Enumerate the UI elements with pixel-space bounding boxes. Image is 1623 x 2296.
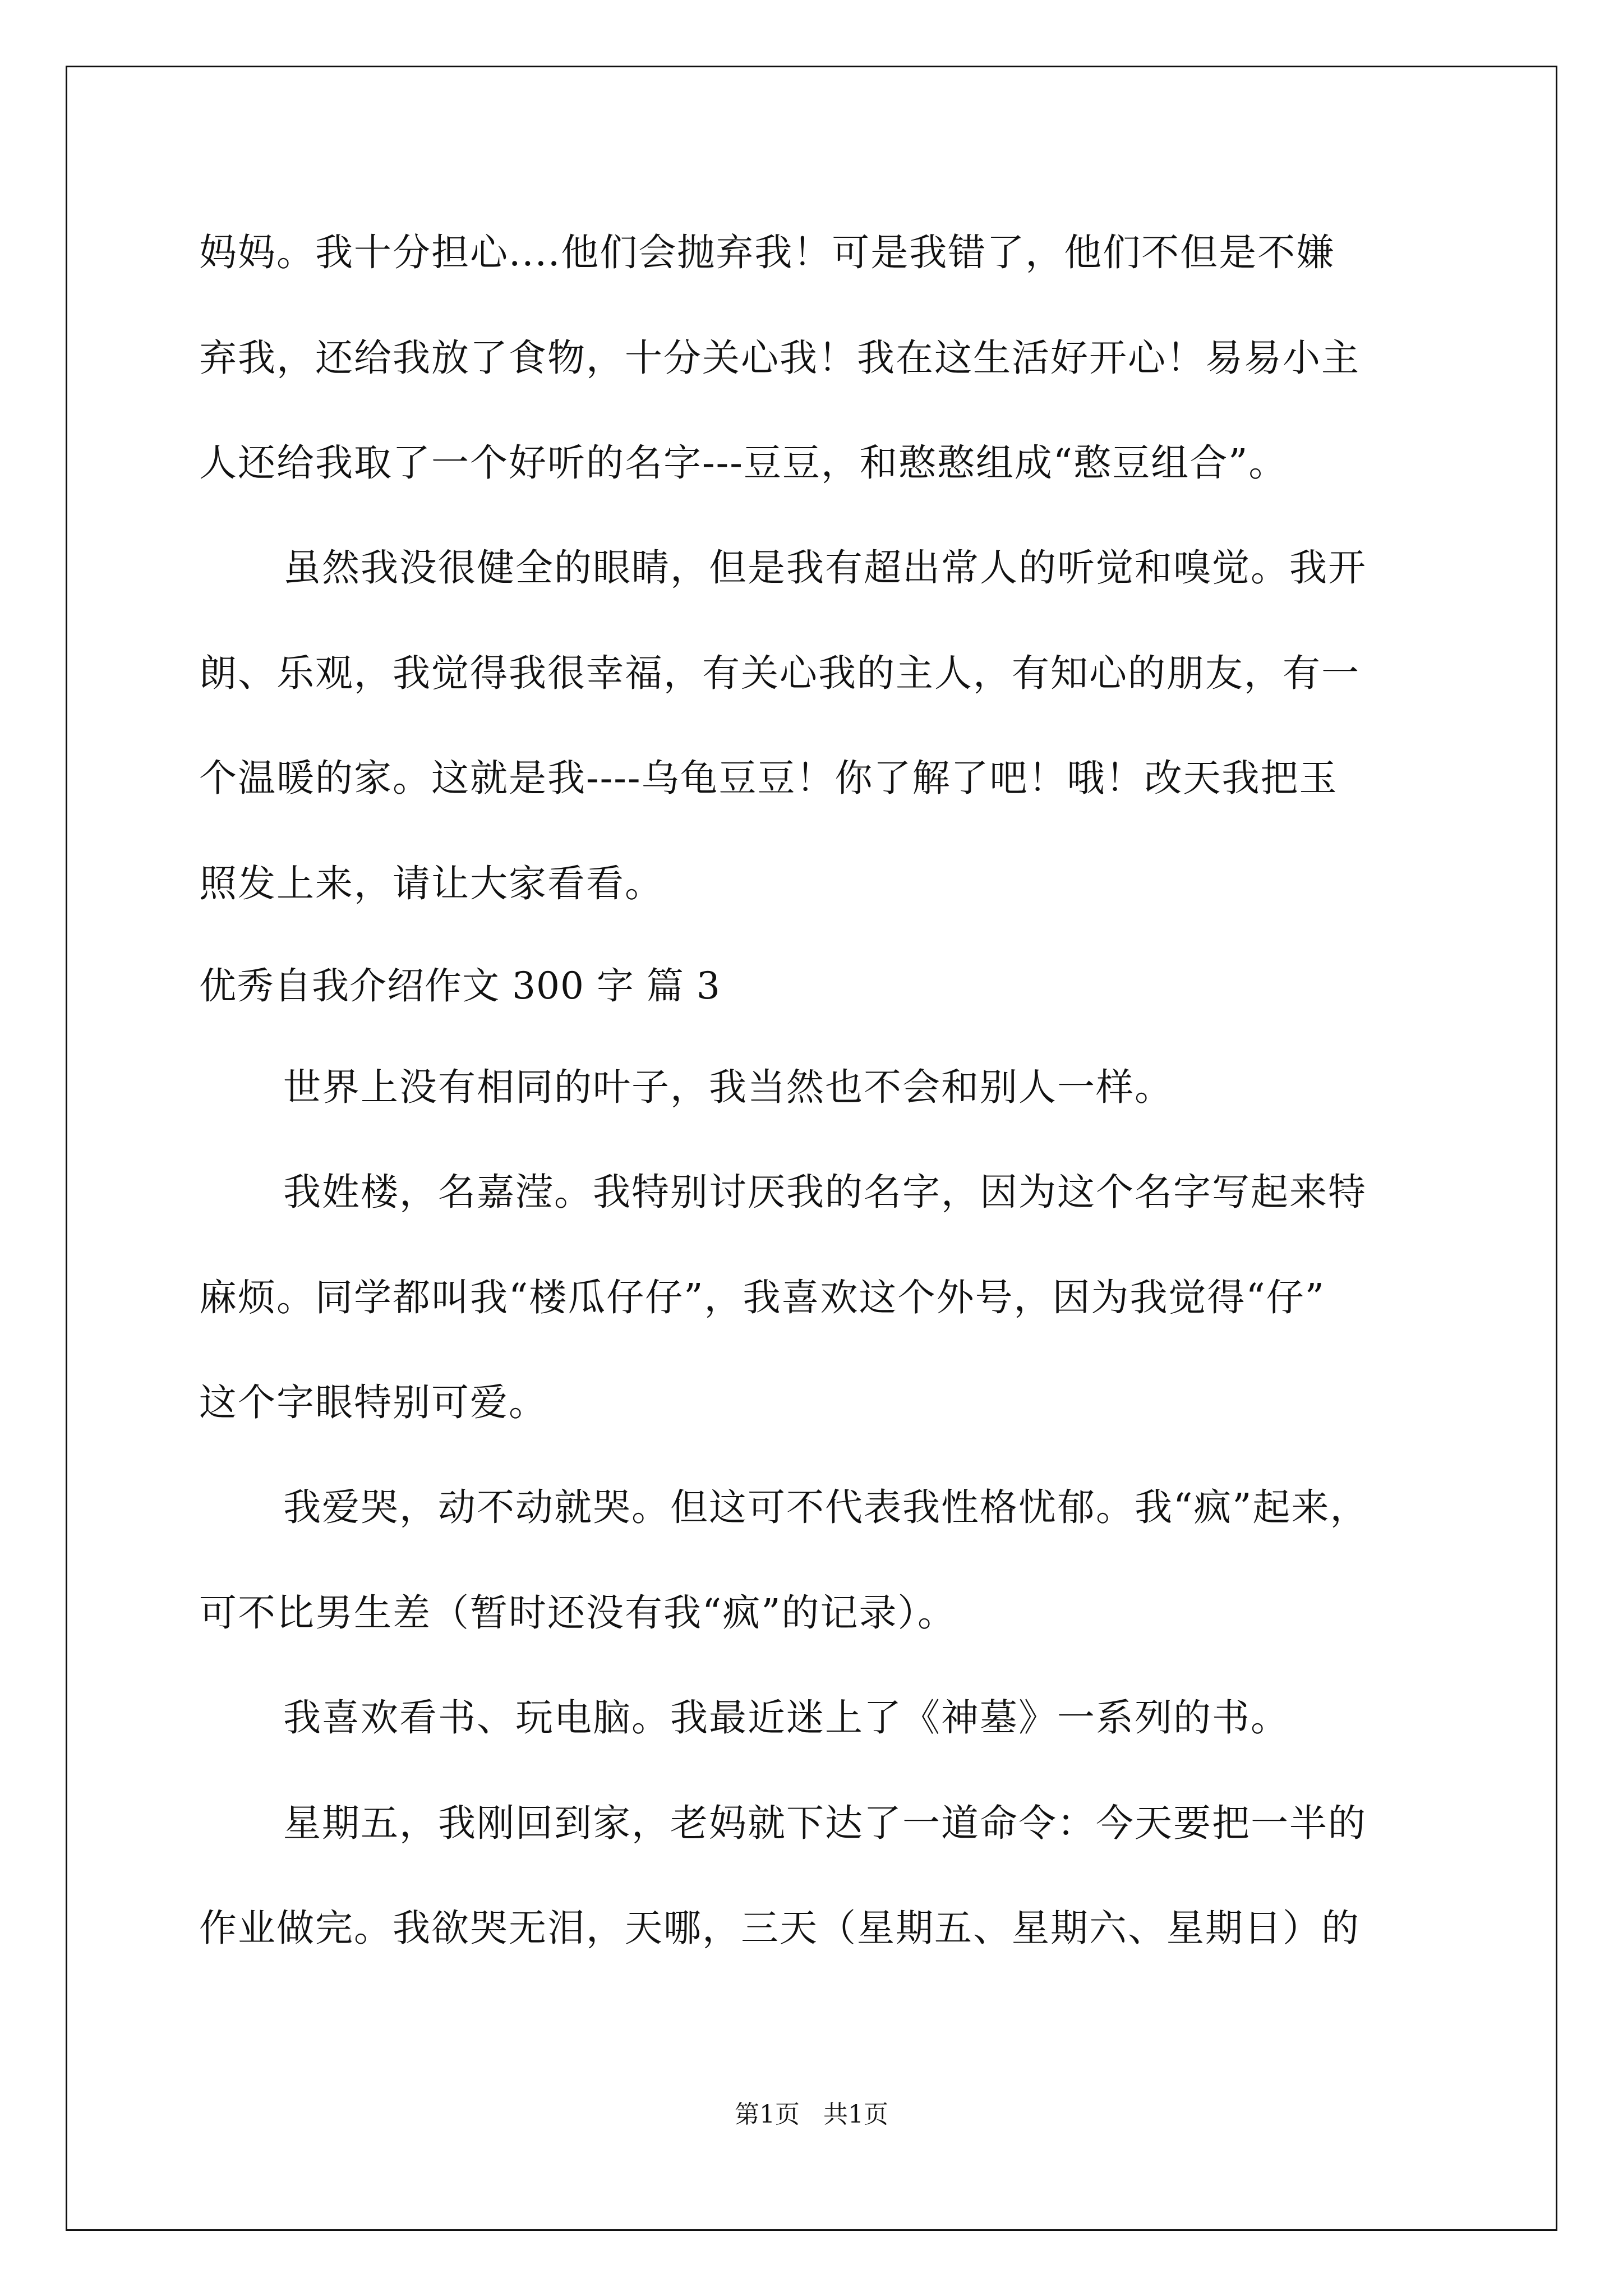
text-line-5: 朗、乐观，我觉得我很幸福，有关心我的主人，有知心的朋友，有一 (199, 651, 1360, 695)
text-line-3: 人还给我取了一个好听的名字---豆豆，和憨憨组成“憨豆组合”。 (199, 441, 1288, 485)
text-line-17: 作业做完。我欲哭无泪，天哪，三天（星期五、星期六、星期日）的 (199, 1906, 1360, 1950)
text-line-13: 我爱哭，动不动就哭。但这可不代表我性格忧郁。我“疯”起来， (283, 1485, 1369, 1529)
text-line-6: 个温暖的家。这就是我----乌龟豆豆！你了解了吧！哦！改天我把玉 (199, 756, 1338, 800)
text-line-10: 我姓楼，名嘉滢。我特别讨厌我的名字，因为这个名字写起来特 (283, 1170, 1367, 1214)
text-line-11: 麻烦。同学都叫我“楼瓜仔仔”，我喜欢这个外号，因为我觉得“仔” (199, 1276, 1326, 1319)
text-line-7: 照发上来，请让大家看看。 (199, 862, 663, 905)
text-line-1: 妈妈。我十分担心....他们会抛弃我！可是我错了，他们不但是不嫌 (199, 231, 1335, 274)
text-line-2: 弃我，还给我放了食物，十分关心我！我在这生活好开心！易易小主 (199, 336, 1360, 380)
text-line-15: 我喜欢看书、玩电脑。我最近迷上了《神墓》一系列的书。 (283, 1696, 1289, 1740)
text-line-14: 可不比男生差（暂时还没有我“疯”的记录）。 (199, 1591, 957, 1635)
page-footer: 第1页 共1页 (735, 2100, 888, 2129)
text-line-16: 星期五，我刚回到家，老妈就下达了一道命令：今天要把一半的 (283, 1801, 1367, 1845)
text-line-9: 世界上没有相同的叶子，我当然也不会和别人一样。 (283, 1065, 1173, 1109)
section-heading: 优秀自我介绍作文 300 字 篇 3 (199, 964, 721, 1007)
text-line-12: 这个字眼特别可爱。 (199, 1381, 547, 1424)
text-line-4: 虽然我没很健全的眼睛，但是我有超出常人的听觉和嗅觉。我开 (283, 546, 1367, 590)
